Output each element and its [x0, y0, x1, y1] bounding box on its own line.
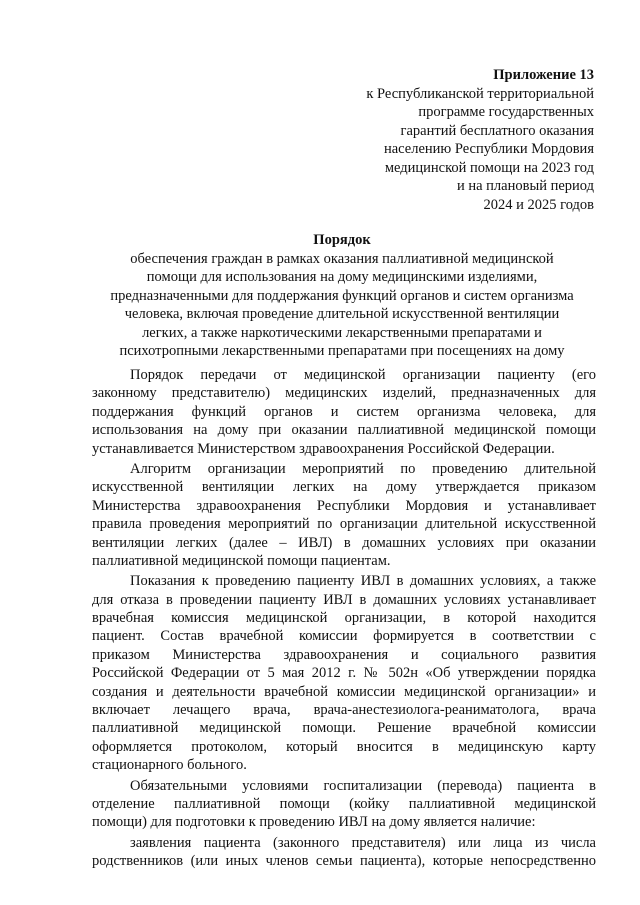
paragraph-line: законному представителю) медицинских изделий, предназначенных для [92, 385, 596, 402]
paragraph-line: поддержания функций органов и систем организма человека, для [92, 403, 596, 420]
paragraph-line: заявления пациента (законного представителя) или лица из числа [130, 834, 596, 851]
paragraph [92, 366, 596, 458]
paragraph [92, 572, 596, 774]
heading-line: обеспечения граждан в рамках оказания паллиативной медицинской [130, 250, 554, 267]
paragraph-line: стационарного больного. [92, 757, 247, 774]
appendix-line: медицинской помощи на 2023 год [384, 159, 594, 176]
paragraph-line: родственников (или иных членов семьи пациента), которые непосредственно [92, 853, 596, 870]
heading-line: предназначенными для поддержания функций органов и систем организма [110, 287, 574, 304]
document-heading [82, 231, 602, 361]
appendix-label: Приложение 13 [493, 67, 594, 83]
appendix-line: 2024 и 2025 годов [483, 196, 594, 213]
document-body [92, 366, 596, 873]
appendix-line: населению Республики Мордовия [383, 141, 594, 157]
paragraph-line: помощи) для подготовки к проведению ИВЛ на дому является наличие: [92, 814, 536, 831]
paragraph-line: отделение паллиативной помощи (койку паллиативной медицинской [92, 795, 596, 812]
appendix-line: к Республиканской территориальной [366, 85, 594, 102]
paragraph [92, 460, 596, 570]
paragraph-line: паллиативной медицинской помощи пациентам. [92, 552, 391, 569]
paragraph-line: паллиативной медицинской помощи. Решение врачебной комиссии [92, 720, 596, 737]
paragraph-line: Порядок передачи от медицинской организации пациенту (его [130, 367, 596, 383]
paragraph-line: пациент. Состав врачебной комиссии формируется в соответствии с [92, 628, 596, 645]
paragraph-line: Российской Федерации от 5 мая 2012 г. № 502н «Об утверждении порядка [92, 665, 596, 682]
appendix-line: гарантий бесплатного оказания [400, 122, 594, 139]
heading-line: помощи для использования на дому медицинскими изделиями, [146, 269, 538, 285]
heading-line: легких, а также наркотическими лекарственными препаратами и [142, 324, 542, 341]
paragraph-line: включает лечащего врача, врача-анестезиолога-реаниматолога, врача [92, 702, 596, 719]
paragraph-line: Показания к проведению пациенту ИВЛ в домашних условиях, а также [130, 573, 596, 590]
paragraph-line: создания и деятельности врачебной комиссии медицинской организации» и [92, 683, 596, 700]
paragraph-line: приказом Министерства здравоохранения и социального развития [92, 646, 596, 663]
paragraph-line: для отказа в проведении пациенту ИВЛ в домашних условиях устанавливает [92, 591, 596, 608]
paragraph-line: Министерства здравоохранения Республики Мордовия и устанавливает [92, 497, 596, 514]
document-title: Порядок [313, 232, 371, 248]
paragraph-line: использования на дому при оказании паллиативной медицинской помощи [92, 422, 596, 439]
paragraph [92, 834, 596, 871]
appendix-line: программе государственных [418, 104, 594, 120]
appendix-header [294, 66, 594, 214]
paragraph-line: Алгоритм организации мероприятий по проведению длительной [130, 460, 596, 477]
paragraph-line: вентиляции легких (далее – ИВЛ) в домашних условиях при оказании [92, 534, 596, 551]
appendix-line: и на плановый период [456, 178, 594, 194]
heading-line: человека, включая проведение длительной искусственной вентиляции [124, 306, 560, 322]
paragraph-line: искусственной вентиляции легких на дому утверждается приказом [92, 479, 596, 496]
paragraph-line: Обязательными условиями госпитализации (перевода) пациента в [130, 777, 596, 794]
paragraph [92, 777, 596, 832]
heading-line: психотропными лекарственными препаратами при посещениях на дому [119, 343, 565, 359]
paragraph-line: устанавливается Министерством здравоохранения Российской Федерации. [92, 440, 555, 457]
paragraph-line: правила проведения мероприятий по организации длительной искусственной [92, 516, 596, 533]
paragraph-line: врачебная комиссия медицинской организации, в которой находится [92, 610, 596, 627]
paragraph-line: оформляется протоколом, который вносится в медицинскую карту [92, 738, 596, 755]
